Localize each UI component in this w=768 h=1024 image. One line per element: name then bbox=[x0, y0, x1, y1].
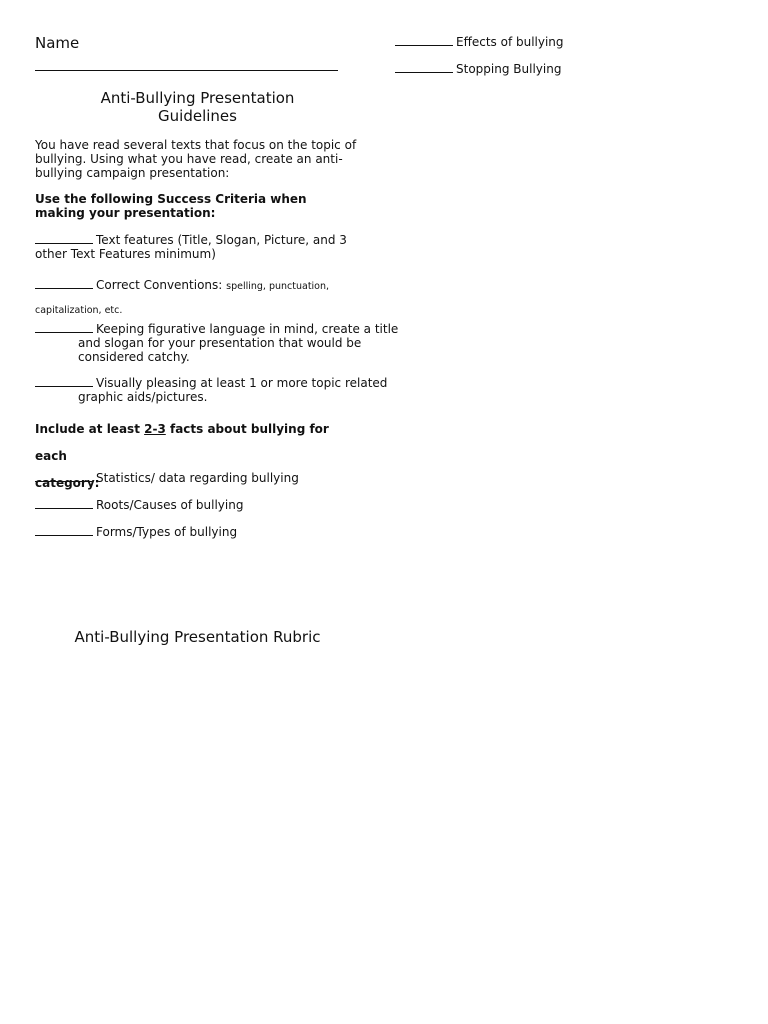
checkbox-blank[interactable] bbox=[35, 278, 93, 289]
intro-paragraph: You have read several texts that focus on the topic of bullying. Using what you have read, create an anti-bullying campaign presentation: bbox=[35, 138, 357, 180]
facts-heading-text: Include at least bbox=[35, 422, 145, 436]
criterion-label: Text features (Title, Slogan, Picture, and 3 other Text Features minimum) bbox=[35, 233, 347, 261]
category-label: Forms/Types of bullying bbox=[96, 525, 238, 539]
name-label: Name bbox=[35, 34, 80, 52]
criterion-conventions bbox=[35, 274, 360, 322]
checkbox-blank[interactable] bbox=[35, 233, 93, 244]
checkbox-blank[interactable] bbox=[35, 322, 93, 333]
criterion-text-features bbox=[35, 233, 360, 261]
checkbox-blank[interactable] bbox=[35, 471, 93, 482]
criterion-note: spelling, punctuation, capitalization, etc. bbox=[35, 281, 330, 316]
criterion-label: Visually pleasing at least 1 or more topic related graphic aids/pictures. bbox=[78, 376, 388, 404]
checkbox-blank[interactable] bbox=[35, 498, 93, 509]
category-item bbox=[35, 498, 360, 512]
checkbox-blank[interactable] bbox=[395, 62, 453, 73]
title-line-2: Guidelines bbox=[158, 107, 237, 125]
category-item bbox=[35, 525, 360, 539]
category-label: Statistics/ data regarding bullying bbox=[96, 471, 299, 485]
checkbox-blank[interactable] bbox=[35, 376, 93, 387]
category-item bbox=[395, 62, 561, 76]
category-label: Effects of bullying bbox=[456, 35, 564, 49]
title-line-1: Anti-Bullying Presentation bbox=[100, 89, 295, 107]
facts-range: 2-3 bbox=[144, 422, 166, 436]
facts-heading-text: facts about bullying for each bbox=[35, 422, 329, 463]
criterion-visual bbox=[35, 376, 403, 404]
criterion-label: Correct Conventions: bbox=[96, 278, 227, 292]
criteria-heading: Use the following Success Criteria when making your presentation: bbox=[35, 192, 307, 220]
category-item bbox=[395, 35, 564, 49]
criterion-figurative bbox=[35, 322, 403, 364]
name-input-line[interactable] bbox=[35, 70, 338, 71]
criterion-label: Keeping figurative language in mind, create a title and slogan for your presentation that would be considered catchy. bbox=[78, 322, 399, 364]
checkbox-blank[interactable] bbox=[395, 35, 453, 46]
rubric-title: Anti-Bullying Presentation Rubric bbox=[74, 628, 321, 646]
category-label: Stopping Bullying bbox=[456, 62, 562, 76]
checkbox-blank[interactable] bbox=[35, 525, 93, 536]
category-label: Roots/Causes of bullying bbox=[96, 498, 244, 512]
facts-heading-text: category: bbox=[35, 476, 100, 490]
category-item bbox=[35, 471, 360, 485]
page-title bbox=[35, 89, 360, 125]
